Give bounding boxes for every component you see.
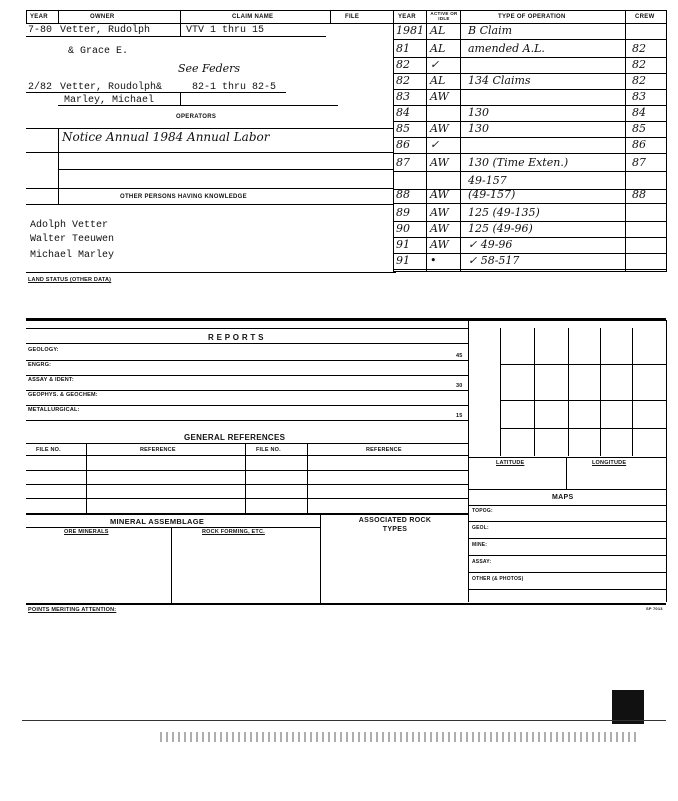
activity-row-active: AW xyxy=(430,156,449,169)
grid-row-line xyxy=(500,428,666,429)
activity-row-year: 90 xyxy=(396,222,410,235)
activity-row-crew: 82 xyxy=(632,42,646,55)
map-row-label: MINE: xyxy=(472,542,488,548)
map-row-label: GEOL: xyxy=(472,525,489,531)
header-year: YEAR xyxy=(30,14,48,20)
other-persons-label: OTHER PERSONS HAVING KNOWLEDGE xyxy=(120,194,247,200)
activity-row-operation: 134 Claims xyxy=(468,74,531,87)
activity-row-operation: 130 (Time Exten.) xyxy=(468,156,569,169)
report-row-label: GEOPHYS. & GEOCHEM: xyxy=(28,392,98,398)
owner-row-1-claim: VTV 1 thru 15 xyxy=(186,25,265,36)
activity-row-operation: B Claim xyxy=(468,24,513,37)
person-1: Adolph Vetter xyxy=(30,220,109,231)
activity-row-crew: 83 xyxy=(632,90,646,103)
owner-row-5-owner: Marley, Michael xyxy=(64,95,155,106)
activity-row-year: 88 xyxy=(396,188,410,201)
person-3: Michael Marley xyxy=(30,250,115,261)
activity-row-divider xyxy=(393,105,666,106)
activity-row-crew: 86 xyxy=(632,138,646,151)
activity-row-year: 87 xyxy=(396,156,410,169)
map-row-label: TOPOG: xyxy=(472,508,493,514)
form-code: SP 7013 xyxy=(646,606,663,611)
ref-header-file-no-1: FILE NO. xyxy=(36,447,61,453)
longitude-label: LONGITUDE xyxy=(592,460,627,466)
report-row-label: ENGRG: xyxy=(28,362,52,368)
owner-row-4-claim: 82-1 thru 82-5 xyxy=(192,82,277,93)
activity-row-active: AW xyxy=(430,222,449,235)
header-year-2: YEAR xyxy=(398,14,416,20)
activity-row-active: AW xyxy=(430,90,449,103)
activity-row-active: AW xyxy=(430,122,449,135)
report-row-number: 30 xyxy=(456,383,463,389)
report-row-divider xyxy=(26,390,468,391)
report-row-divider xyxy=(26,360,468,361)
map-row-divider xyxy=(468,555,666,556)
activity-row-crew: 84 xyxy=(632,106,646,119)
activity-row-crew: 87 xyxy=(632,156,646,169)
grid-column-line xyxy=(600,328,601,456)
land-status-label: LAND STATUS (OTHER DATA) xyxy=(28,277,112,283)
map-row-label: OTHER (& PHOTOS) xyxy=(472,576,524,582)
latitude-label: LATITUDE xyxy=(496,460,525,466)
activity-row-operation: 125 (49-96) xyxy=(468,222,533,235)
map-row-divider xyxy=(468,589,666,590)
activity-row-active: ✓ xyxy=(430,58,440,71)
activity-row-divider xyxy=(393,171,666,172)
activity-row-operation: ✓ 49-96 xyxy=(468,238,513,251)
operators-label: OPERATORS xyxy=(176,114,217,120)
activity-row-year: 84 xyxy=(396,106,410,119)
points-meriting-attention-label: POINTS MERITING ATTENTION: xyxy=(28,607,117,613)
map-row-divider xyxy=(468,572,666,573)
report-row-label: METALLURGICAL: xyxy=(28,407,80,413)
owner-row-4-owner: Vetter, Roudolph& xyxy=(60,82,163,93)
header-file: FILE xyxy=(345,14,360,20)
activity-row-crew: 88 xyxy=(632,188,646,201)
header-owner: OWNER xyxy=(90,14,115,20)
report-row-number: 15 xyxy=(456,413,463,419)
activity-row-operation: 130 xyxy=(468,106,489,119)
grid-row-line xyxy=(500,400,666,401)
activity-row-operation: amended A.L. xyxy=(468,42,545,55)
owner-row-3-claim-handwritten: See Feders xyxy=(178,62,241,75)
map-row-divider xyxy=(468,521,666,522)
person-2: Walter Teeuwen xyxy=(30,234,115,245)
activity-row-year: 85 xyxy=(396,122,410,135)
activity-row-crew: 85 xyxy=(632,122,646,135)
operators-handwritten: Notice Annual 1984 Annual Labor xyxy=(62,130,270,144)
owner-row-1-year: 7-80 xyxy=(28,25,53,36)
report-row-divider xyxy=(26,375,468,376)
black-mark xyxy=(612,690,644,724)
general-references-title: GENERAL REFERENCES xyxy=(184,433,286,442)
scan-noise xyxy=(160,732,640,742)
rock-forming-label: ROCK FORMING, ETC. xyxy=(202,529,265,535)
ore-minerals-label: ORE MINERALS xyxy=(64,529,109,535)
header-crew: CREW xyxy=(635,14,655,20)
report-row-divider xyxy=(26,420,468,421)
grid-column-line xyxy=(568,328,569,456)
activity-row-operation: (49-157) xyxy=(468,188,516,201)
maps-title: MAPS xyxy=(552,494,574,501)
header-claim-name: CLAIM NAME xyxy=(232,14,274,20)
owner-row-4-year: 2/82 xyxy=(28,82,53,93)
grid-column-line xyxy=(632,328,633,456)
report-row-label: GEOLOGY: xyxy=(28,347,59,353)
mineral-assemblage-title: MINERAL ASSEMBLAGE xyxy=(110,517,205,526)
grid-column-line xyxy=(534,328,535,456)
activity-row-operation: 49-157 xyxy=(468,174,507,187)
activity-row-operation: 130 xyxy=(468,122,489,135)
map-row-divider xyxy=(468,538,666,539)
activity-row-year: 82 xyxy=(396,74,410,87)
activity-row-active: • xyxy=(430,254,437,267)
owner-row-1-owner: Vetter, Rudolph xyxy=(60,25,151,36)
activity-row-crew: 82 xyxy=(632,74,646,87)
owner-row-2-owner: & Grace E. xyxy=(68,46,129,57)
activity-row-divider xyxy=(393,153,666,154)
grid-row-line xyxy=(500,364,666,365)
map-row-label: ASSAY: xyxy=(472,559,492,565)
activity-row-year: 81 xyxy=(396,42,410,55)
activity-row-active: AL xyxy=(430,24,446,37)
report-row-divider xyxy=(26,405,468,406)
activity-row-year: 89 xyxy=(396,206,410,219)
activity-row-active: AW xyxy=(430,206,449,219)
header-type-of-operation: TYPE OF OPERATION xyxy=(498,14,566,20)
activity-row-divider xyxy=(393,39,666,40)
activity-row-active: AL xyxy=(430,42,446,55)
activity-row-year: 83 xyxy=(396,90,410,103)
activity-row-crew: 82 xyxy=(632,58,646,71)
activity-row-year: 86 xyxy=(396,138,410,151)
ref-header-reference-1: REFERENCE xyxy=(140,447,176,453)
activity-row-divider xyxy=(393,269,666,270)
associated-rock-types-label: ASSOCIATED ROCK TYPES xyxy=(358,517,432,533)
activity-row-active: ✓ xyxy=(430,138,440,151)
activity-row-active: AW xyxy=(430,238,449,251)
activity-row-year: 82 xyxy=(396,58,410,71)
activity-row-year: 91 xyxy=(396,238,410,251)
activity-row-year: 91 xyxy=(396,254,410,267)
grid-column-line xyxy=(500,328,501,456)
activity-row-operation: ✓ 58-517 xyxy=(468,254,520,267)
activity-row-active: AL xyxy=(430,74,446,87)
ref-header-file-no-2: FILE NO. xyxy=(256,447,281,453)
activity-row-active: AW xyxy=(430,188,449,201)
report-row-label: ASSAY & IDENT: xyxy=(28,377,74,383)
ref-header-reference-2: REFERENCE xyxy=(366,447,402,453)
report-row-number: 45 xyxy=(456,353,463,359)
activity-row-year: 1981 xyxy=(396,24,424,37)
reports-title: R E P O R T S xyxy=(208,333,264,342)
activity-row-divider xyxy=(393,203,666,204)
header-active-idle: ACTIVE OR IDLE xyxy=(430,11,458,21)
activity-row-operation: 125 (49-135) xyxy=(468,206,540,219)
bottom-rule xyxy=(22,720,666,721)
